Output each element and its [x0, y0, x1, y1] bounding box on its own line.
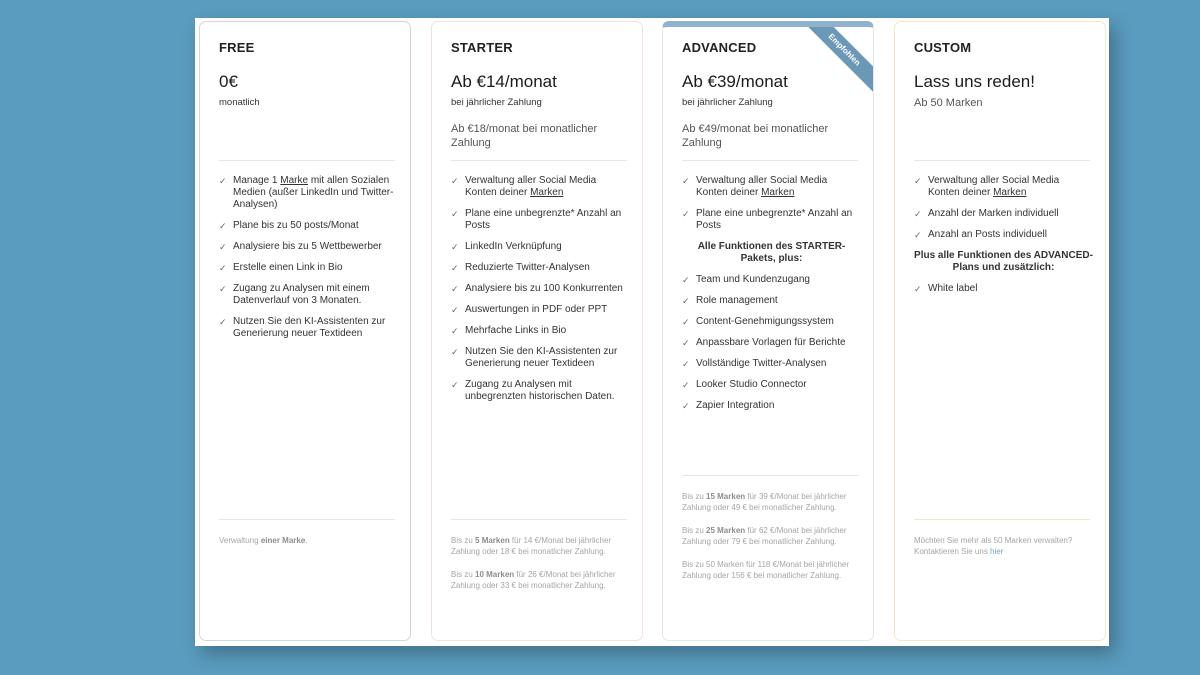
feature-item: ✓ Plane eine unbegrenzte* Anzahl an Posts: [451, 208, 622, 231]
contact-link[interactable]: hier: [990, 547, 1004, 556]
feature-item: ✓ Vollständige Twitter-Analysen: [682, 358, 827, 369]
plan-name: STARTER: [451, 40, 513, 55]
recommended-badge: Empfohlen: [795, 21, 874, 99]
plan-card-custom: [894, 21, 1106, 641]
check-icon: ✓: [682, 338, 690, 348]
check-icon: ✓: [682, 317, 690, 327]
feature-item: ✓ Verwaltung aller Social Media Konten deiner Marken: [914, 175, 1060, 198]
plan-price: 0€: [219, 72, 238, 91]
feature-list: [914, 175, 1093, 304]
plan-footer: Bis zu 5 Marken für 14 €/Monat bei jährlicher Zahlung oder 18 € bei monatlicher Zahlung. Bis zu 10 Marken für 26 €/Monat bei jährlicher Zahlung oder 33 € bei monatlicher Zahlung.: [451, 536, 616, 590]
feature-item: ✓ Erstelle einen Link in Bio: [219, 262, 343, 273]
feature-item: ✓ Zapier Integration: [682, 400, 775, 411]
feature-item: ✓ Plane eine unbegrenzte* Anzahl an Posts: [682, 208, 853, 231]
check-icon: ✓: [682, 176, 690, 186]
divider: [219, 519, 395, 520]
feature-item: ✓ Anzahl der Marken individuell: [914, 208, 1059, 219]
check-icon: ✓: [914, 176, 922, 186]
plan-name: CUSTOM: [914, 40, 972, 55]
check-icon: ✓: [914, 230, 922, 240]
plan-billing: bei jährlicher Zahlung: [451, 97, 542, 108]
check-icon: ✓: [219, 242, 227, 252]
feature-list: [682, 175, 861, 421]
plan-footer: Bis zu 15 Marken für 39 €/Monat bei jährlicher Zahlung oder 49 € bei monatlicher Zahlung. Bis zu 25 Marken für 62 €/Monat bei jährlicher Zahlung oder 79 € bei monatlicher Zahlung. Bis zu 50 Marken für 118 €/Monat bei jährlicher Zahlung oder 156 € bei monatlicher Zahlung.: [682, 492, 850, 580]
marke-link[interactable]: Marke: [280, 175, 309, 186]
divider: [451, 160, 627, 161]
feature-item: ✓ Nutzen Sie den KI-Assistenten zur Generierung neuer Textideen: [219, 316, 386, 339]
feature-item: ✓ Mehrfache Links in Bio: [451, 325, 567, 336]
plan-billing: bei jährlicher Zahlung: [682, 97, 773, 108]
plan-price: Ab €39/monat: [682, 72, 788, 91]
feature-item: ✓ LinkedIn Verknüpfung: [451, 241, 562, 252]
plan-name: ADVANCED: [682, 40, 757, 55]
check-icon: ✓: [451, 347, 459, 357]
feature-item: ✓ Analysiere bis zu 100 Konkurrenten: [451, 283, 623, 294]
divider: [914, 519, 1090, 520]
feature-item: ✓ Team und Kundenzugang: [682, 274, 810, 285]
plan-billing: monatlich: [219, 97, 260, 108]
feature-item: ✓ Verwaltung aller Social Media Konten deiner Marken: [682, 175, 828, 198]
plan-card-free: [199, 21, 411, 641]
feature-item: ✓ Auswertungen in PDF oder PPT: [451, 304, 608, 315]
check-icon: ✓: [451, 326, 459, 336]
feature-list: [451, 175, 630, 412]
check-icon: ✓: [682, 296, 690, 306]
feature-item: ✓ Verwaltung aller Social Media Konten deiner Marken: [451, 175, 597, 198]
feature-item: ✓ Role management: [682, 295, 778, 306]
check-icon: ✓: [219, 221, 227, 231]
check-icon: ✓: [219, 176, 227, 186]
marken-link[interactable]: Marken: [530, 187, 564, 198]
divider: [914, 160, 1090, 161]
check-icon: ✓: [451, 176, 459, 186]
check-icon: ✓: [682, 359, 690, 369]
feature-item: ✓ White label: [914, 283, 978, 294]
feature-subhead: Plus alle Funktionen des ADVANCED-Plans und zusätzlich:: [914, 250, 1093, 273]
divider: [219, 160, 395, 161]
plan-price: Lass uns reden!: [914, 72, 1035, 91]
feature-subhead: Alle Funktionen des STARTER-Pakets, plus:: [697, 241, 846, 264]
feature-item: ✓ Anpassbare Vorlagen für Berichte: [682, 337, 846, 348]
check-icon: ✓: [219, 317, 227, 327]
check-icon: ✓: [219, 263, 227, 273]
marken-link[interactable]: Marken: [993, 187, 1027, 198]
check-icon: ✓: [451, 209, 459, 219]
check-icon: ✓: [219, 284, 227, 294]
plan-billing: Ab 50 Marken: [914, 97, 983, 109]
feature-item: ✓ Zugang zu Analysen mit einem Datenverlauf von 3 Monaten.: [219, 283, 370, 306]
feature-item: ✓ Analysiere bis zu 5 Wettbewerber: [219, 241, 382, 252]
marken-link[interactable]: Marken: [761, 187, 795, 198]
check-icon: ✓: [451, 305, 459, 315]
check-icon: ✓: [914, 209, 922, 219]
divider: [451, 519, 627, 520]
check-icon: ✓: [914, 284, 922, 294]
feature-item: ✓ Content-Genehmigungssystem: [682, 316, 834, 327]
plan-footer: Möchten Sie mehr als 50 Marken verwalten? Kontaktieren Sie uns hier: [914, 536, 1073, 556]
plan-card-starter: [431, 21, 643, 641]
plan-name: FREE: [219, 40, 255, 55]
check-icon: ✓: [682, 380, 690, 390]
feature-item: ✓ Looker Studio Connector: [682, 379, 807, 390]
feature-list: [219, 175, 398, 349]
feature-item: ✓ Nutzen Sie den KI-Assistenten zur Generierung neuer Textideen: [451, 346, 618, 369]
check-icon: ✓: [451, 284, 459, 294]
divider: [682, 475, 858, 476]
feature-item: ✓ Plane bis zu 50 posts/Monat: [219, 220, 359, 231]
check-icon: ✓: [451, 263, 459, 273]
plan-footer: Verwaltung einer Marke.: [219, 536, 308, 545]
plan-card-advanced: [662, 21, 874, 641]
check-icon: ✓: [451, 380, 459, 390]
check-icon: ✓: [682, 275, 690, 285]
plan-monthly-price: Ab €18/monat bei monatlicher Zahlung: [451, 123, 598, 149]
divider: [682, 160, 858, 161]
plan-price: Ab €14/monat: [451, 72, 557, 91]
check-icon: ✓: [682, 401, 690, 411]
check-icon: ✓: [451, 242, 459, 252]
plan-monthly-price: Ab €49/monat bei monatlicher Zahlung: [682, 123, 829, 149]
feature-item: ✓ Manage 1 Marke mit allen Sozialen Medien (außer LinkedIn und Twitter-Analysen): [219, 175, 394, 210]
pricing-panel: [195, 18, 1109, 646]
check-icon: ✓: [682, 209, 690, 219]
feature-item: ✓ Anzahl an Posts individuell: [914, 229, 1047, 240]
feature-item: ✓ Reduzierte Twitter-Analysen: [451, 262, 590, 273]
feature-item: ✓ Zugang zu Analysen mit unbegrenzten historischen Daten.: [451, 379, 615, 402]
recommended-ribbon: [794, 21, 874, 101]
